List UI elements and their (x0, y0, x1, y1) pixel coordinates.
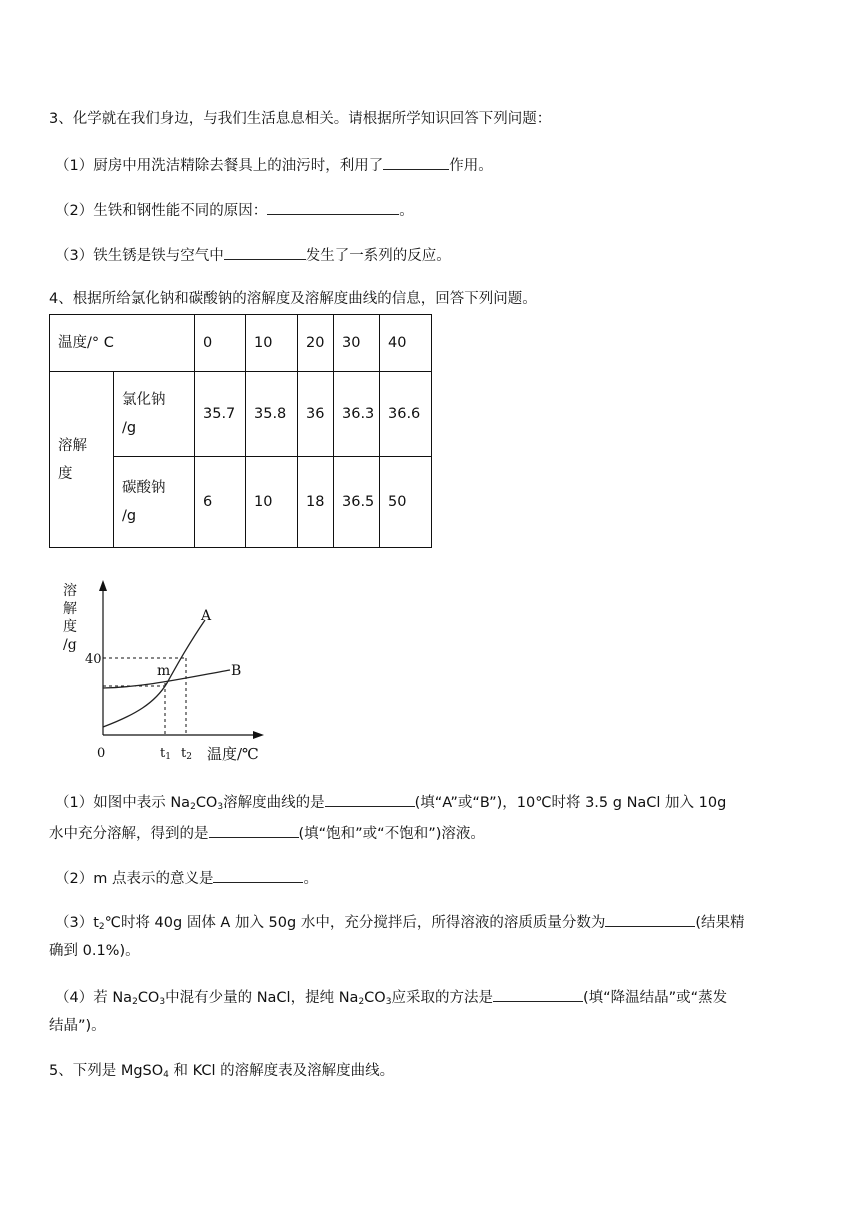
row-label-na2co3: 碳酸钠 /g (114, 457, 195, 548)
answer-blank[interactable] (213, 867, 303, 883)
solubility-label: 溶解 度 (50, 372, 114, 548)
q5-title: 5、下列是 MgSO$_4$ 和 KCl 的溶解度表及溶解度曲线。 (49, 1063, 395, 1080)
q4-title: 4、根据所给氯化钠和碳酸钠的溶解度及溶解度曲线的信息，回答下列问题。 (49, 291, 537, 307)
table-cell: 30 (334, 315, 380, 372)
temp-header: 温度/° C (50, 315, 195, 372)
curve-a (103, 620, 205, 727)
table-cell: 20 (298, 315, 334, 372)
table-cell: 36 (298, 372, 334, 457)
table-row (50, 372, 432, 457)
answer-blank[interactable] (224, 244, 306, 260)
table-cell: 35.8 (246, 372, 298, 457)
solubility-table (49, 314, 432, 548)
point-m-label: m (157, 663, 171, 679)
x-axis-label: 温度/℃ (207, 745, 259, 763)
q4-sub3-line1: $(3)t_2℃$时将 40g 固体 A 加入 50g 水中，充分搅拌后，所得溶液的溶质质量分数为 (结果精 (55, 911, 745, 933)
row-label-nacl: 氯化钠 /g (114, 372, 195, 457)
table-cell: 10 (246, 457, 298, 548)
answer-blank[interactable] (605, 911, 695, 927)
table-cell: 35.7 (195, 372, 246, 457)
t1-label: t1 (160, 746, 171, 762)
table-row (50, 315, 432, 372)
table-cell: 18 (298, 457, 334, 548)
table-cell: 36.6 (380, 372, 432, 457)
q4-sub1-line2: 水中充分溶解，得到的是 (填“饱和”或“不饱和”)溶液。 (49, 822, 485, 844)
q3-part2: （2）生铁和钢性能不同的原因： 。 (55, 199, 414, 221)
y-axis-label-3: 度 (63, 619, 77, 635)
x-axis-arrow (253, 731, 264, 739)
q4-sub3-line2: 确到 0.1%)。 (49, 943, 140, 959)
curve-a-label: A (201, 608, 212, 624)
answer-blank[interactable] (209, 822, 299, 838)
solubility-graph (55, 575, 275, 770)
y-axis-label-2: 解 (63, 601, 77, 617)
q3-part3: （3）铁生锈是铁与空气中 发生了一系列的反应。 (55, 244, 451, 266)
answer-blank[interactable] (325, 791, 415, 807)
q4-sub4-line2: 结晶”)。 (49, 1018, 106, 1034)
y-tick-40: 40 (85, 652, 102, 667)
y-axis-arrow (99, 580, 107, 591)
q3-title: 3、化学就在我们身边，与我们生活息息相关。请根据所学知识回答下列问题： (49, 111, 552, 127)
table-cell: 6 (195, 457, 246, 548)
table-cell: 40 (380, 315, 432, 372)
answer-blank[interactable] (493, 986, 583, 1002)
table-cell: 36.3 (334, 372, 380, 457)
q3-part1: （1）厨房中用洗洁精除去餐具上的油污时，利用了 作用。 (55, 154, 493, 176)
origin-label: 0 (97, 746, 106, 761)
table-cell: 50 (380, 457, 432, 548)
table-cell: 36.5 (334, 457, 380, 548)
answer-blank[interactable] (383, 154, 449, 170)
y-axis-label-4: /g (63, 637, 77, 653)
q4-sub4-line1: （4）若 $Na_2CO_3$中混有少量的 NaCl，提纯 $Na_2CO_3$应采取的方法是 (填“降温结晶”或“蒸发 (55, 986, 727, 1008)
curve-b-label: B (231, 663, 242, 679)
q4-sub2: （2）m 点表示的意义是 。 (55, 867, 318, 889)
y-axis-label-1: 溶 (63, 583, 77, 599)
table-cell: 10 (246, 315, 298, 372)
answer-blank[interactable] (267, 199, 399, 215)
t2-label: t2 (181, 746, 192, 762)
table-cell: 0 (195, 315, 246, 372)
q4-sub1-line1: （1）如图中表示 $Na_2CO_3$溶解度曲线的是 (填“A”或“B”)，10℃时将 3.5 g NaCl 加入 10g (55, 791, 726, 813)
